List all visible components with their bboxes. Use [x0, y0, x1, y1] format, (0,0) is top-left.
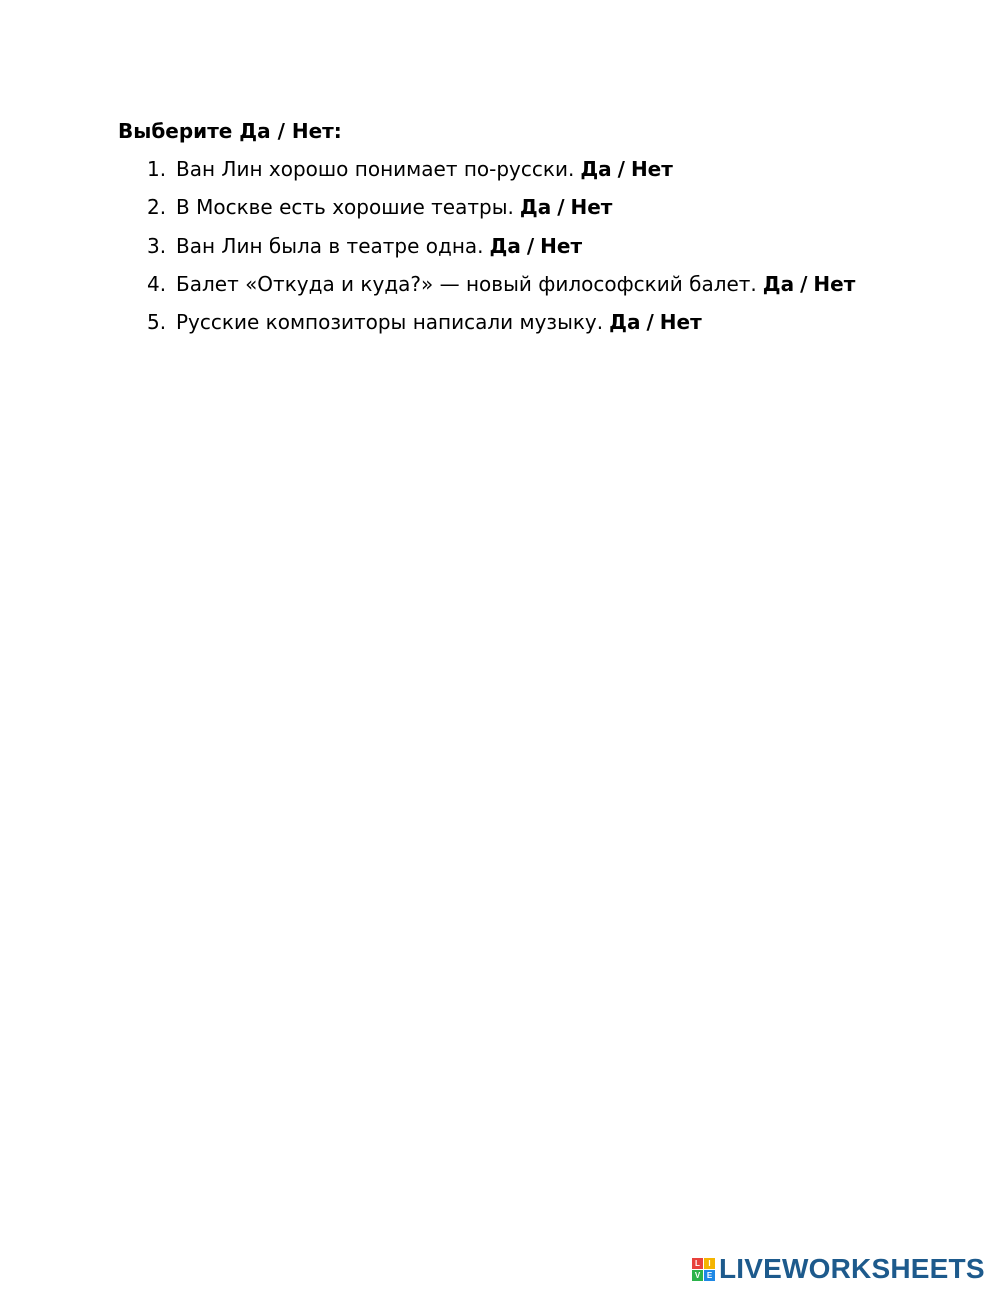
liveworksheets-logo: [692, 1254, 985, 1284]
answer-separator: /: [526, 233, 535, 258]
logo-mark-letter: V: [692, 1270, 703, 1281]
logo-mark-letter: L: [692, 1258, 703, 1269]
question-text: Ван Лин хорошо понимает по-русски.: [176, 157, 575, 181]
answer-separator: /: [800, 271, 808, 296]
question-item: [118, 232, 978, 270]
logo-text: LIVEWORKSHEETS: [719, 1253, 985, 1284]
answer-choice: [763, 270, 856, 298]
answer-no-option[interactable]: Нет: [570, 195, 613, 220]
answer-no-option[interactable]: Нет: [813, 271, 856, 296]
question-number: 1.: [147, 157, 167, 181]
answer-no-option[interactable]: Нет: [630, 157, 673, 181]
question-text: Балет «Откуда и куда?» — новый философский балет.: [176, 271, 757, 296]
question-item: [118, 155, 978, 193]
answer-no-option[interactable]: Нет: [540, 233, 583, 258]
question-text: Русские композиторы написали музыку.: [176, 310, 604, 335]
answer-no-option[interactable]: Нет: [659, 310, 702, 335]
question-item: [118, 193, 978, 231]
answer-yes-option[interactable]: Да: [609, 310, 641, 335]
answer-yes-option[interactable]: Да: [762, 271, 795, 296]
worksheet: [118, 117, 978, 346]
answer-yes-option[interactable]: Да: [519, 195, 552, 220]
worksheet-heading: Выберите Да / Нет:: [118, 119, 342, 143]
question-number: 3.: [147, 233, 167, 258]
question-number: 5.: [147, 310, 167, 335]
logo-mark-letter: I: [704, 1258, 715, 1269]
answer-choice: [490, 232, 583, 260]
answer-choice: [520, 193, 613, 221]
answer-separator: /: [557, 195, 565, 220]
question-text: Ван Лин была в театре одна.: [176, 233, 484, 258]
answer-separator: /: [646, 310, 654, 335]
logo-mark-letter: E: [704, 1270, 715, 1281]
question-item: [118, 308, 978, 346]
question-number: 2.: [147, 195, 167, 220]
answer-yes-option[interactable]: Да: [580, 157, 612, 181]
question-item: [118, 270, 978, 308]
answer-choice: [580, 155, 673, 183]
logo-mark-icon: [692, 1258, 715, 1281]
question-text: В Москве есть хорошие театры.: [176, 195, 514, 220]
answer-choice: [609, 308, 702, 336]
answer-separator: /: [617, 157, 625, 181]
answer-yes-option[interactable]: Да: [489, 233, 521, 258]
question-number: 4.: [147, 271, 167, 296]
question-list: [118, 155, 978, 346]
